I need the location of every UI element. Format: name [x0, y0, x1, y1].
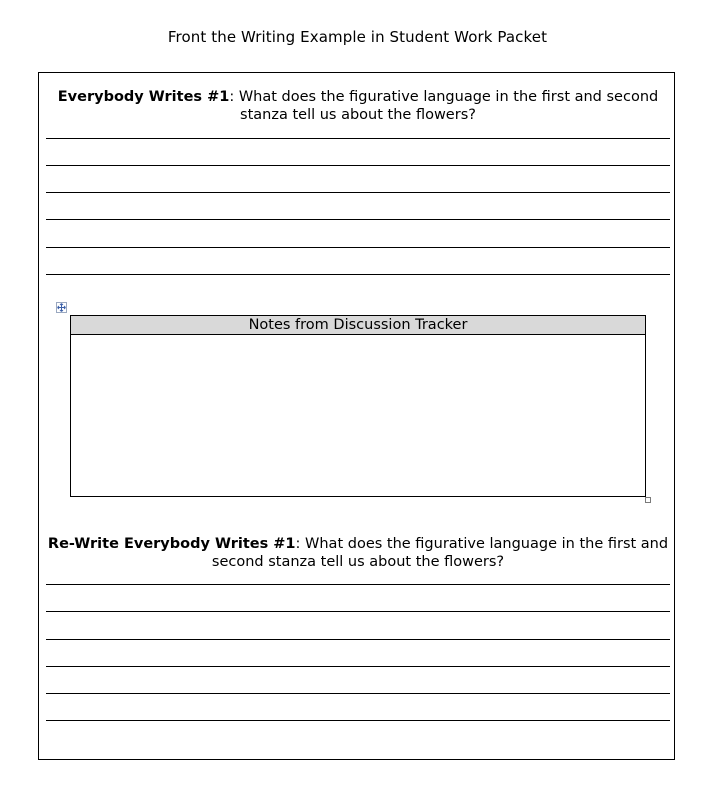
answer-line[interactable] — [46, 639, 670, 640]
answer-line[interactable] — [46, 666, 670, 667]
answer-line[interactable] — [46, 138, 670, 139]
answer-line[interactable] — [46, 611, 670, 612]
section1-question: What does the figurative language in the first and second stanza tell us about the flowers? — [234, 89, 659, 123]
answer-line[interactable] — [46, 274, 670, 275]
tracker-header: Notes from Discussion Tracker — [71, 316, 645, 335]
answer-line[interactable] — [46, 584, 670, 585]
answer-line[interactable] — [46, 247, 670, 248]
table-resize-handle-icon[interactable] — [645, 497, 651, 503]
table-move-handle-icon[interactable] — [56, 302, 67, 313]
section2-prompt — [46, 535, 670, 571]
answer-line[interactable] — [46, 693, 670, 694]
tracker-notes-area[interactable] — [71, 335, 645, 497]
answer-line[interactable] — [46, 192, 670, 193]
section1-separator: : — [229, 89, 235, 105]
answer-line[interactable] — [46, 219, 670, 220]
section1-prompt — [46, 88, 670, 124]
section1-label: Everybody Writes #1 — [57, 89, 230, 105]
discussion-tracker-table — [70, 315, 646, 497]
section2-label: Re-Write Everybody Writes #1 — [47, 536, 296, 552]
answer-line[interactable] — [46, 165, 670, 166]
section2-question: What does the figurative language in the first and second stanza tell us about the flowers? — [211, 536, 669, 570]
page-title: Front the Writing Example in Student Work Packet — [167, 28, 548, 46]
answer-line[interactable] — [46, 720, 670, 721]
section2-separator: : — [295, 536, 301, 552]
